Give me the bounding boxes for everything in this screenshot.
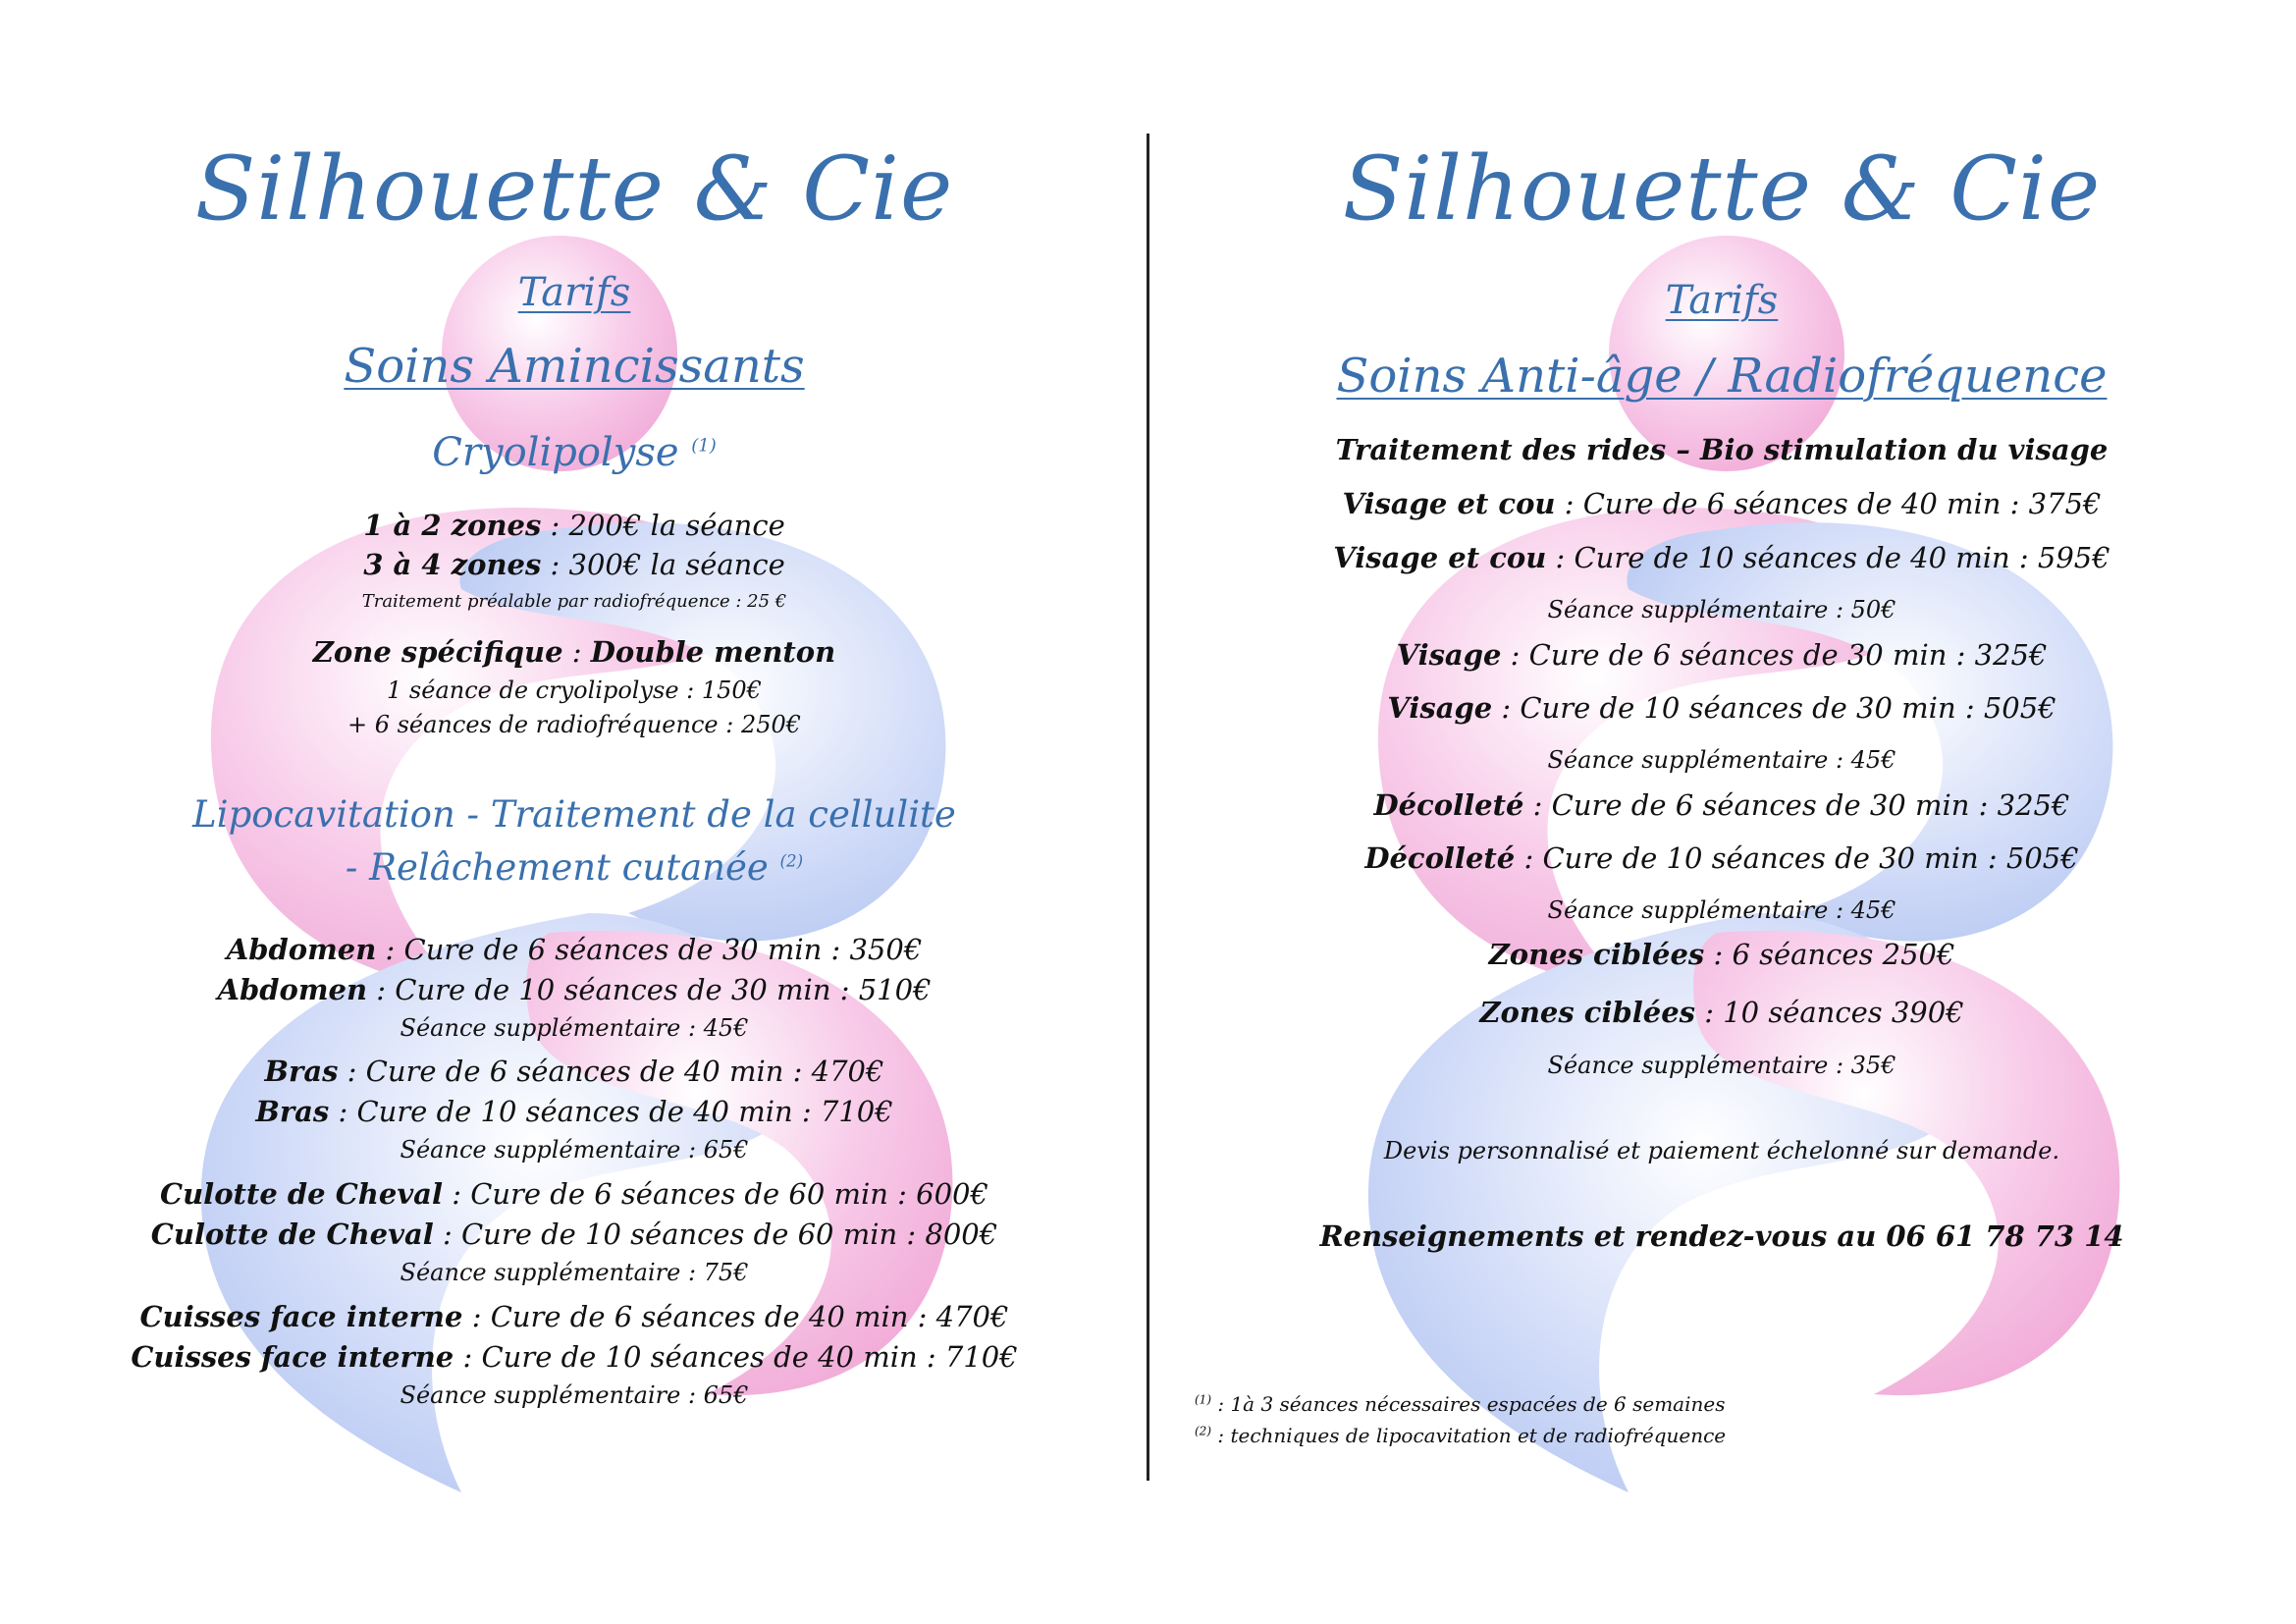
zone-specific: Zone spécifique : Double menton <box>312 635 836 669</box>
price-row: Abdomen : Cure de 10 séances de 30 min : 510€ <box>217 973 932 1006</box>
extra-session: Séance supplémentaire : 65€ <box>400 1381 749 1409</box>
footnote-2: $^{(2)}$ : techniques de lipocavitation et de radiofréquence <box>1195 1424 1727 1447</box>
tarifs-heading: Tarifs <box>1665 278 1779 323</box>
price-row: 1 à 2 zones : 200€ la séance <box>363 509 785 542</box>
devis-note: Devis personnalisé et paiement échelonné sur demande. <box>1383 1137 2060 1164</box>
price-row: Visage : Cure de 6 séances de 30 min : 325€ <box>1396 638 2048 672</box>
lipo-title-2: - Relâchement cutanée $^{(2)}$ <box>345 846 804 889</box>
price-row: Bras : Cure de 10 séances de 40 min : 710€ <box>255 1095 893 1128</box>
extra-session: Séance supplémentaire : 75€ <box>400 1259 749 1286</box>
footnote-mark: (2) <box>779 851 804 871</box>
pretreatment-note: Traitement préalable par radiofréquence : 25 € <box>361 591 787 612</box>
price-row: Culotte de Cheval : Cure de 10 séances de 60 min : 800€ <box>150 1218 998 1251</box>
price-row: Bras : Cure de 6 séances de 40 min : 470€ <box>264 1055 884 1088</box>
cryo-title-line <box>0 430 1148 475</box>
price-row: Zones ciblées : 10 séances 390€ <box>1479 996 1964 1029</box>
price-row: Cuisses face interne : Cure de 10 séances de 40 min : 710€ <box>131 1340 1018 1374</box>
extra-session: Séance supplémentaire : 65€ <box>400 1136 749 1164</box>
price-row: Zones ciblées : 6 séances 250€ <box>1488 938 1955 971</box>
brand-title: Silhouette & Cie <box>1342 137 2102 241</box>
subheading: Traitement des rides – Bio stimulation du visage <box>1335 433 2109 466</box>
price-row: Décolleté : Cure de 10 séances de 30 min : 505€ <box>1364 841 2079 875</box>
extra-session: Séance supplémentaire : 45€ <box>1547 896 1896 924</box>
section-heading: Soins Anti-âge / Radiofréquence <box>1336 349 2108 404</box>
cryo-title: Cryolipolyse <box>432 430 679 475</box>
price-row: Visage et cou : Cure de 10 séances de 40 min : 595€ <box>1333 541 2110 574</box>
contact-line: Renseignements et rendez-vous au 06 61 78 73 14 <box>1319 1219 2124 1253</box>
section-heading: Soins Amincissants <box>344 339 805 394</box>
lipo-title-1: Lipocavitation - Traitement de la cellulite <box>192 793 956 836</box>
price-row: Cuisses face interne : Cure de 6 séances de 40 min : 470€ <box>139 1300 1009 1333</box>
price-row: Visage et cou : Cure de 6 séances de 40 min : 375€ <box>1342 487 2102 520</box>
price-row: Abdomen : Cure de 6 séances de 30 min : 350€ <box>226 933 923 966</box>
price-row: Visage : Cure de 10 séances de 30 min : 505€ <box>1387 691 2056 725</box>
extra-session: Séance supplémentaire : 45€ <box>1547 746 1896 774</box>
tarifs-heading: Tarifs <box>517 270 631 315</box>
right-page <box>1148 0 2296 1624</box>
zone-line: 1 séance de cryolipolyse : 150€ <box>387 677 762 704</box>
price-row: Culotte de Cheval : Cure de 6 séances de 60 min : 600€ <box>160 1177 988 1211</box>
footnote-mark: (1) <box>691 435 717 457</box>
footnote-1: $^{(1)}$ : 1à 3 séances nécessaires espacées de 6 semaines <box>1195 1392 1726 1416</box>
extra-session: Séance supplémentaire : 50€ <box>1547 596 1896 623</box>
zone-line: + 6 séances de radiofréquence : 250€ <box>347 711 802 738</box>
extra-session: Séance supplémentaire : 35€ <box>1547 1052 1896 1079</box>
extra-session: Séance supplémentaire : 45€ <box>400 1014 749 1042</box>
price-row: 3 à 4 zones : 300€ la séance <box>363 548 785 581</box>
brand-title: Silhouette & Cie <box>194 137 954 241</box>
price-row: Décolleté : Cure de 6 séances de 30 min : 325€ <box>1373 788 2070 822</box>
